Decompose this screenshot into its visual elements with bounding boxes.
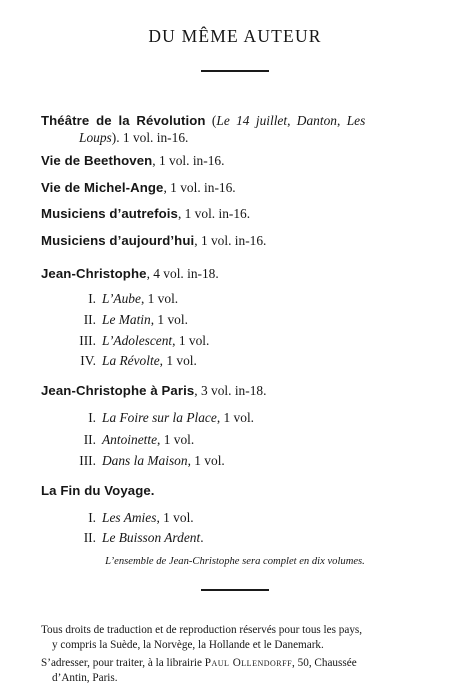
list-item: I. Les Amies, 1 vol. xyxy=(88,510,194,525)
entry-musiciens-autrefois: Musiciens d’autrefois, 1 vol. in-16. xyxy=(41,206,251,221)
list-item: III. L’Adolescent, 1 vol. xyxy=(79,333,210,348)
entry-jean-christophe-a-paris: Jean-Christophe à Paris, 3 vol. in-18. xyxy=(41,383,267,398)
entry-musiciens-aujourdhui: Musiciens d’aujourd’hui, 1 vol. in-16. xyxy=(41,233,267,248)
list-item: I. La Foire sur la Place, 1 vol. xyxy=(88,410,255,425)
list-item: I. L’Aube, 1 vol. xyxy=(88,291,179,306)
entry-fin-du-voyage: La Fin du Voyage. xyxy=(41,483,155,498)
series-note: L’ensemble de Jean-Christophe sera complet en dix volumes. xyxy=(105,556,365,567)
list-item: II. Le Buisson Ardent. xyxy=(83,530,204,545)
entry-theatre-line1: Théâtre de la Révolution (Le 14 juillet, Danton, Les xyxy=(41,113,366,128)
page-heading: DU MÊME AUTEUR xyxy=(148,26,322,46)
footer-contact-line2: d’Antin, Paris. xyxy=(52,672,118,684)
footer-rights-line1: Tous droits de traduction et de reproduction réservés pour tous les pays, xyxy=(41,624,363,636)
list-item: IV. La Révolte, 1 vol. xyxy=(80,353,197,368)
footer-contact-line1: S’adresser, pour traiter, à la librairie Paul Ollendorff, 50, Chaussée xyxy=(41,657,357,669)
entry-michel-ange: Vie de Michel-Ange, 1 vol. in-16. xyxy=(41,180,236,195)
entry-jean-christophe: Jean-Christophe, 4 vol. in-18. xyxy=(41,266,219,281)
footer-divider xyxy=(201,589,269,591)
list-item: II. Le Matin, 1 vol. xyxy=(83,312,188,327)
list-item: II. Antoinette, 1 vol. xyxy=(83,432,195,447)
footer-rights-line2: y compris la Suède, la Norvège, la Hollande et le Danemark. xyxy=(52,639,324,651)
entry-beethoven: Vie de Beethoven, 1 vol. in-16. xyxy=(41,153,225,168)
heading-divider xyxy=(201,70,269,72)
entry-theatre-line2: Loups). 1 vol. in-16. xyxy=(79,130,189,145)
list-item: III. Dans la Maison, 1 vol. xyxy=(79,453,225,468)
entry-title: Théâtre de la Révolution xyxy=(41,113,206,128)
